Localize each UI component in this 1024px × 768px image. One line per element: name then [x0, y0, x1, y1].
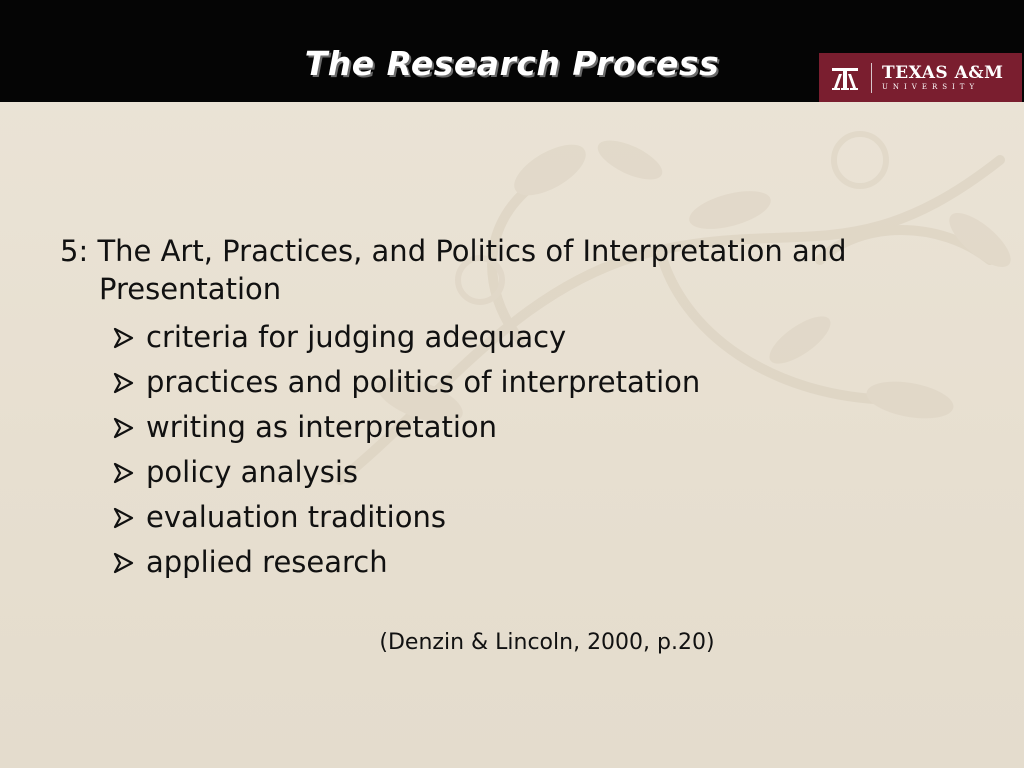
list-item — [112, 360, 980, 405]
list-item — [112, 495, 980, 540]
bullet-list — [60, 315, 980, 585]
logo-wordmark — [882, 64, 1003, 92]
main-point: 5: The Art, Practices, and Politics of Interpretation and Presentation — [60, 234, 847, 306]
slide-title: The Research Process — [304, 44, 720, 83]
bullet-text: applied research — [146, 545, 388, 579]
citation: (Denzin & Lincoln, 2000, p.20) — [379, 630, 715, 655]
bullet-text: criteria for judging adequacy — [146, 320, 567, 354]
logo-name: TEXAS A&M — [882, 62, 1004, 83]
bullet-text: evaluation traditions — [146, 500, 446, 534]
atm-monogram-icon — [819, 53, 871, 102]
slide-body — [60, 232, 980, 585]
list-item — [112, 450, 980, 495]
university-logo — [819, 53, 1022, 102]
arrow-bullet-icon — [112, 371, 146, 395]
arrow-bullet-icon — [112, 326, 146, 350]
arrow-bullet-icon — [112, 416, 146, 440]
bullet-text: writing as interpretation — [146, 410, 498, 444]
list-item — [112, 405, 980, 450]
logo-subtitle: UNIVERSITY — [882, 82, 980, 91]
arrow-bullet-icon — [112, 506, 146, 530]
bullet-text: policy analysis — [146, 455, 359, 489]
arrow-bullet-icon — [112, 551, 146, 575]
logo-divider — [871, 63, 872, 93]
list-item — [112, 315, 980, 360]
arrow-bullet-icon — [112, 461, 146, 485]
bullet-text: practices and politics of interpretation — [146, 365, 701, 399]
list-item — [112, 540, 980, 585]
